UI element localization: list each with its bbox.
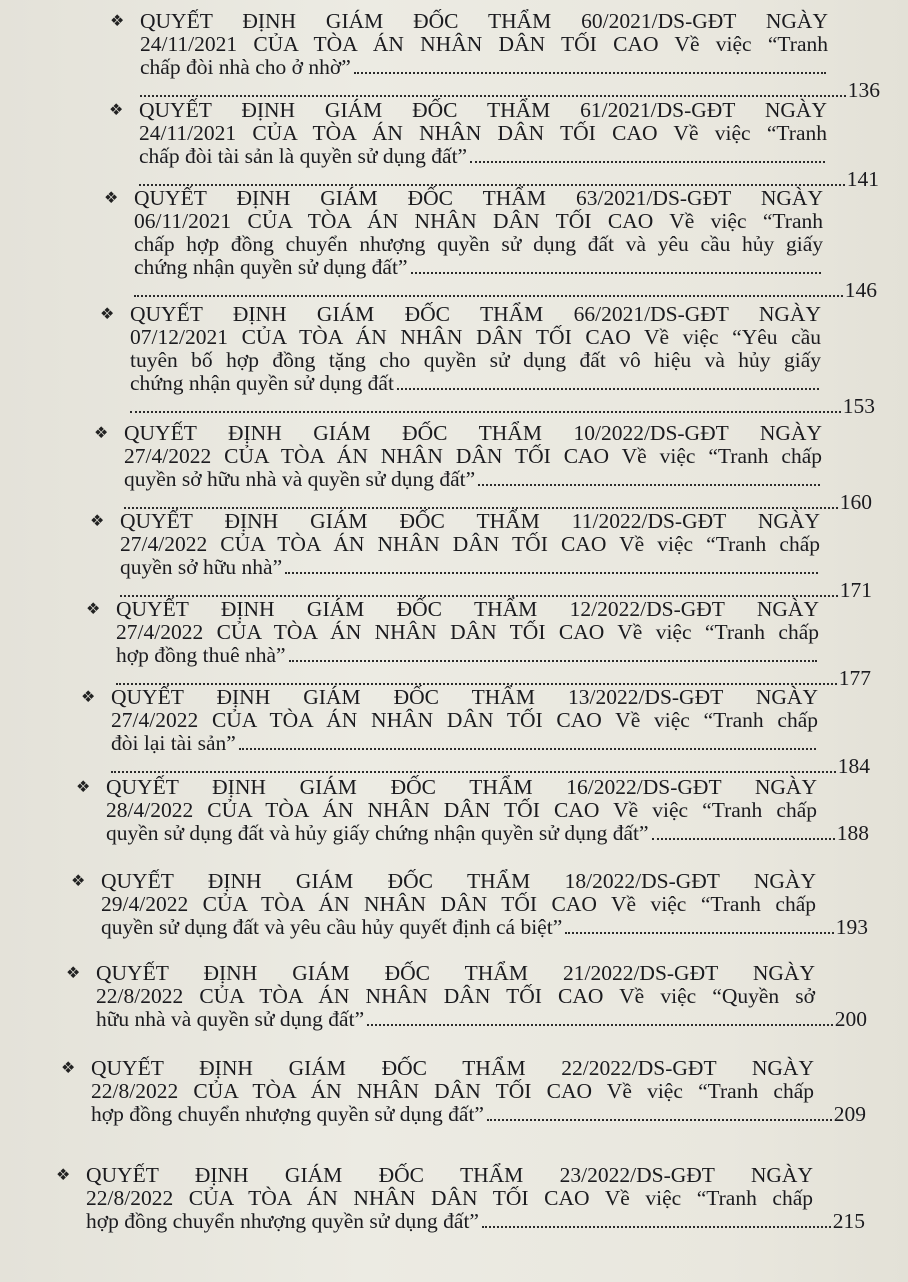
toc-entry	[76, 775, 869, 845]
entry-heading: QUYẾT ĐỊNH GIÁM ĐỐC THẨM 23/2022/DS-GĐT NGÀY	[86, 1163, 813, 1187]
diamond-bullet-icon: ❖	[71, 871, 86, 890]
entry-last-line	[101, 916, 868, 939]
entry-heading: QUYẾT ĐỊNH GIÁM ĐỐC THẨM 60/2021/DS-GĐT NGÀY	[140, 9, 828, 33]
dot-leader	[289, 660, 817, 662]
entry-line: quyền sở hữu nhà và quyền sử dụng đất”	[124, 467, 476, 491]
toc-entry	[110, 9, 880, 102]
page-number: 171	[839, 578, 872, 602]
entry-line: 22/8/2022 CỦA TÒA ÁN NHÂN DÂN TỐI CAO Về việc “Quyền sở	[96, 984, 815, 1008]
dot-leader	[411, 272, 822, 274]
page-row	[130, 395, 875, 418]
entry-line: 24/11/2021 CỦA TÒA ÁN NHÂN DÂN TỐI CAO Về việc “Tranh	[140, 32, 828, 56]
entry-last-line	[134, 256, 823, 279]
entry-line: 27/4/2022 CỦA TÒA ÁN NHÂN DÂN TỐI CAO Về việc “Tranh chấp	[116, 620, 819, 644]
entry-heading: QUYẾT ĐỊNH GIÁM ĐỐC THẨM 12/2022/DS-GĐT NGÀY	[116, 597, 819, 621]
toc-entry	[100, 302, 875, 418]
entry-heading: QUYẾT ĐỊNH GIÁM ĐỐC THẨM 11/2022/DS-GĐT NGÀY	[120, 509, 820, 533]
entry-heading: QUYẾT ĐỊNH GIÁM ĐỐC THẨM 61/2021/DS-GĐT NGÀY	[139, 98, 827, 122]
dot-leader	[134, 295, 843, 297]
dot-leader	[470, 161, 825, 163]
entry-line: tuyên bố hợp đồng tặng cho quyền sử dụng đất vô hiệu và hủy giấy	[130, 348, 821, 372]
entry-heading: QUYẾT ĐỊNH GIÁM ĐỐC THẨM 16/2022/DS-GĐT NGÀY	[106, 775, 817, 799]
diamond-bullet-icon: ❖	[66, 963, 81, 982]
entry-line: 28/4/2022 CỦA TÒA ÁN NHÂN DÂN TỐI CAO Về việc “Tranh chấp	[106, 798, 817, 822]
entry-line: chứng nhận quyền sử dụng đất	[130, 371, 394, 395]
diamond-bullet-icon: ❖	[100, 304, 115, 323]
diamond-bullet-icon: ❖	[76, 777, 91, 796]
diamond-bullet-icon: ❖	[61, 1058, 76, 1077]
entry-line: hợp đồng chuyển nhượng quyền sử dụng đất”	[86, 1209, 479, 1233]
dot-leader	[652, 838, 835, 840]
entry-line: quyền sử dụng đất và yêu cầu hủy quyết định cá biệt”	[101, 915, 563, 939]
diamond-bullet-icon: ❖	[56, 1165, 71, 1184]
page-number: 193	[835, 915, 868, 939]
diamond-bullet-icon: ❖	[90, 511, 105, 530]
entry-last-line	[120, 556, 820, 579]
diamond-bullet-icon: ❖	[94, 423, 109, 442]
entry-heading: QUYẾT ĐỊNH GIÁM ĐỐC THẨM 63/2021/DS-GĐT NGÀY	[134, 186, 823, 210]
entry-heading: QUYẾT ĐỊNH GIÁM ĐỐC THẨM 18/2022/DS-GĐT NGÀY	[101, 869, 816, 893]
toc-entry	[56, 1163, 865, 1233]
page-number: 200	[834, 1007, 867, 1031]
entry-line: quyền sở hữu nhà”	[120, 555, 283, 579]
toc-entry	[81, 685, 870, 778]
page-number: 184	[837, 754, 870, 778]
page-number: 177	[838, 666, 871, 690]
page-number: 209	[833, 1102, 866, 1126]
entry-line: 24/11/2021 CỦA TÒA ÁN NHÂN DÂN TỐI CAO Về việc “Tranh	[139, 121, 827, 145]
entry-last-line	[140, 56, 828, 79]
dot-leader	[478, 484, 820, 486]
page-number: 188	[836, 821, 869, 845]
toc-entry	[61, 1056, 866, 1126]
entry-last-line	[116, 644, 819, 667]
dot-leader	[367, 1024, 833, 1026]
entry-heading: QUYẾT ĐỊNH GIÁM ĐỐC THẨM 13/2022/DS-GĐT NGÀY	[111, 685, 818, 709]
entry-line: chấp đòi nhà cho ở nhờ”	[140, 55, 351, 79]
entry-heading: QUYẾT ĐỊNH GIÁM ĐỐC THẨM 22/2022/DS-GĐT NGÀY	[91, 1056, 814, 1080]
entry-last-line	[96, 1008, 867, 1031]
entry-last-line	[130, 372, 821, 395]
dot-leader	[239, 748, 816, 750]
entry-line: 27/4/2022 CỦA TÒA ÁN NHÂN DÂN TỐI CAO Về việc “Tranh chấp	[124, 444, 822, 468]
dot-leader	[397, 388, 819, 390]
page-number: 215	[832, 1209, 865, 1233]
dot-leader	[140, 95, 846, 97]
toc-entry	[104, 186, 877, 302]
entry-line: hữu nhà và quyền sử dụng đất”	[96, 1007, 365, 1031]
entry-last-line	[106, 822, 869, 845]
toc-entry	[66, 961, 867, 1031]
entry-last-line	[111, 732, 818, 755]
entry-line: chứng nhận quyền sử dụng đất”	[134, 255, 408, 279]
page-number: 136	[847, 78, 880, 102]
dot-leader	[111, 771, 836, 773]
entry-line: hợp đồng thuê nhà”	[116, 643, 286, 667]
dot-leader	[285, 572, 818, 574]
toc-entry	[94, 421, 872, 514]
page-row	[134, 279, 877, 302]
entry-line: 22/8/2022 CỦA TÒA ÁN NHÂN DÂN TỐI CAO Về việc “Tranh chấp	[91, 1079, 814, 1103]
entry-line: chấp đòi tài sản là quyền sử dụng đất”	[139, 144, 468, 168]
toc-entry	[71, 869, 868, 939]
page-number: 160	[839, 490, 872, 514]
entry-heading: QUYẾT ĐỊNH GIÁM ĐỐC THẨM 10/2022/DS-GĐT NGÀY	[124, 421, 822, 445]
entry-line: 06/11/2021 CỦA TÒA ÁN NHÂN DÂN TỐI CAO Về việc “Tranh	[134, 209, 823, 233]
page-number: 153	[842, 394, 875, 418]
entry-last-line	[86, 1210, 865, 1233]
entry-last-line	[139, 145, 827, 168]
diamond-bullet-icon: ❖	[86, 599, 101, 618]
entry-line: 29/4/2022 CỦA TÒA ÁN NHÂN DÂN TỐI CAO Về việc “Tranh chấp	[101, 892, 816, 916]
entry-line: 07/12/2021 CỦA TÒA ÁN NHÂN DÂN TỐI CAO Về việc “Yêu cầu	[130, 325, 821, 349]
toc-entry	[109, 98, 879, 191]
entry-heading: QUYẾT ĐỊNH GIÁM ĐỐC THẨM 21/2022/DS-GĐT NGÀY	[96, 961, 815, 985]
entry-last-line	[124, 468, 822, 491]
diamond-bullet-icon: ❖	[109, 100, 124, 119]
toc-entry	[90, 509, 872, 602]
entry-line: 22/8/2022 CỦA TÒA ÁN NHÂN DÂN TỐI CAO Về việc “Tranh chấp	[86, 1186, 813, 1210]
entry-line: chấp hợp đồng chuyển nhượng quyền sử dụng đất và yêu cầu hủy giấy	[134, 232, 823, 256]
page-number: 146	[844, 278, 877, 302]
dot-leader	[487, 1119, 832, 1121]
diamond-bullet-icon: ❖	[81, 687, 96, 706]
diamond-bullet-icon: ❖	[110, 11, 125, 30]
entry-line: đòi lại tài sản”	[111, 731, 236, 755]
entry-line: hợp đồng chuyển nhượng quyền sử dụng đất”	[91, 1102, 484, 1126]
diamond-bullet-icon: ❖	[104, 188, 119, 207]
dot-leader	[482, 1226, 831, 1228]
entry-line: 27/4/2022 CỦA TÒA ÁN NHÂN DÂN TỐI CAO Về việc “Tranh chấp	[111, 708, 818, 732]
entry-last-line	[91, 1103, 866, 1126]
toc-entry	[86, 597, 871, 690]
entry-heading: QUYẾT ĐỊNH GIÁM ĐỐC THẨM 66/2021/DS-GĐT NGÀY	[130, 302, 821, 326]
dot-leader	[130, 411, 841, 413]
entry-line: 27/4/2022 CỦA TÒA ÁN NHÂN DÂN TỐI CAO Về việc “Tranh chấp	[120, 532, 820, 556]
page-number: 141	[846, 167, 879, 191]
dot-leader	[354, 72, 826, 74]
entry-line: quyền sử dụng đất và hủy giấy chứng nhận quyền sử dụng đất”	[106, 821, 649, 845]
dot-leader	[565, 932, 834, 934]
